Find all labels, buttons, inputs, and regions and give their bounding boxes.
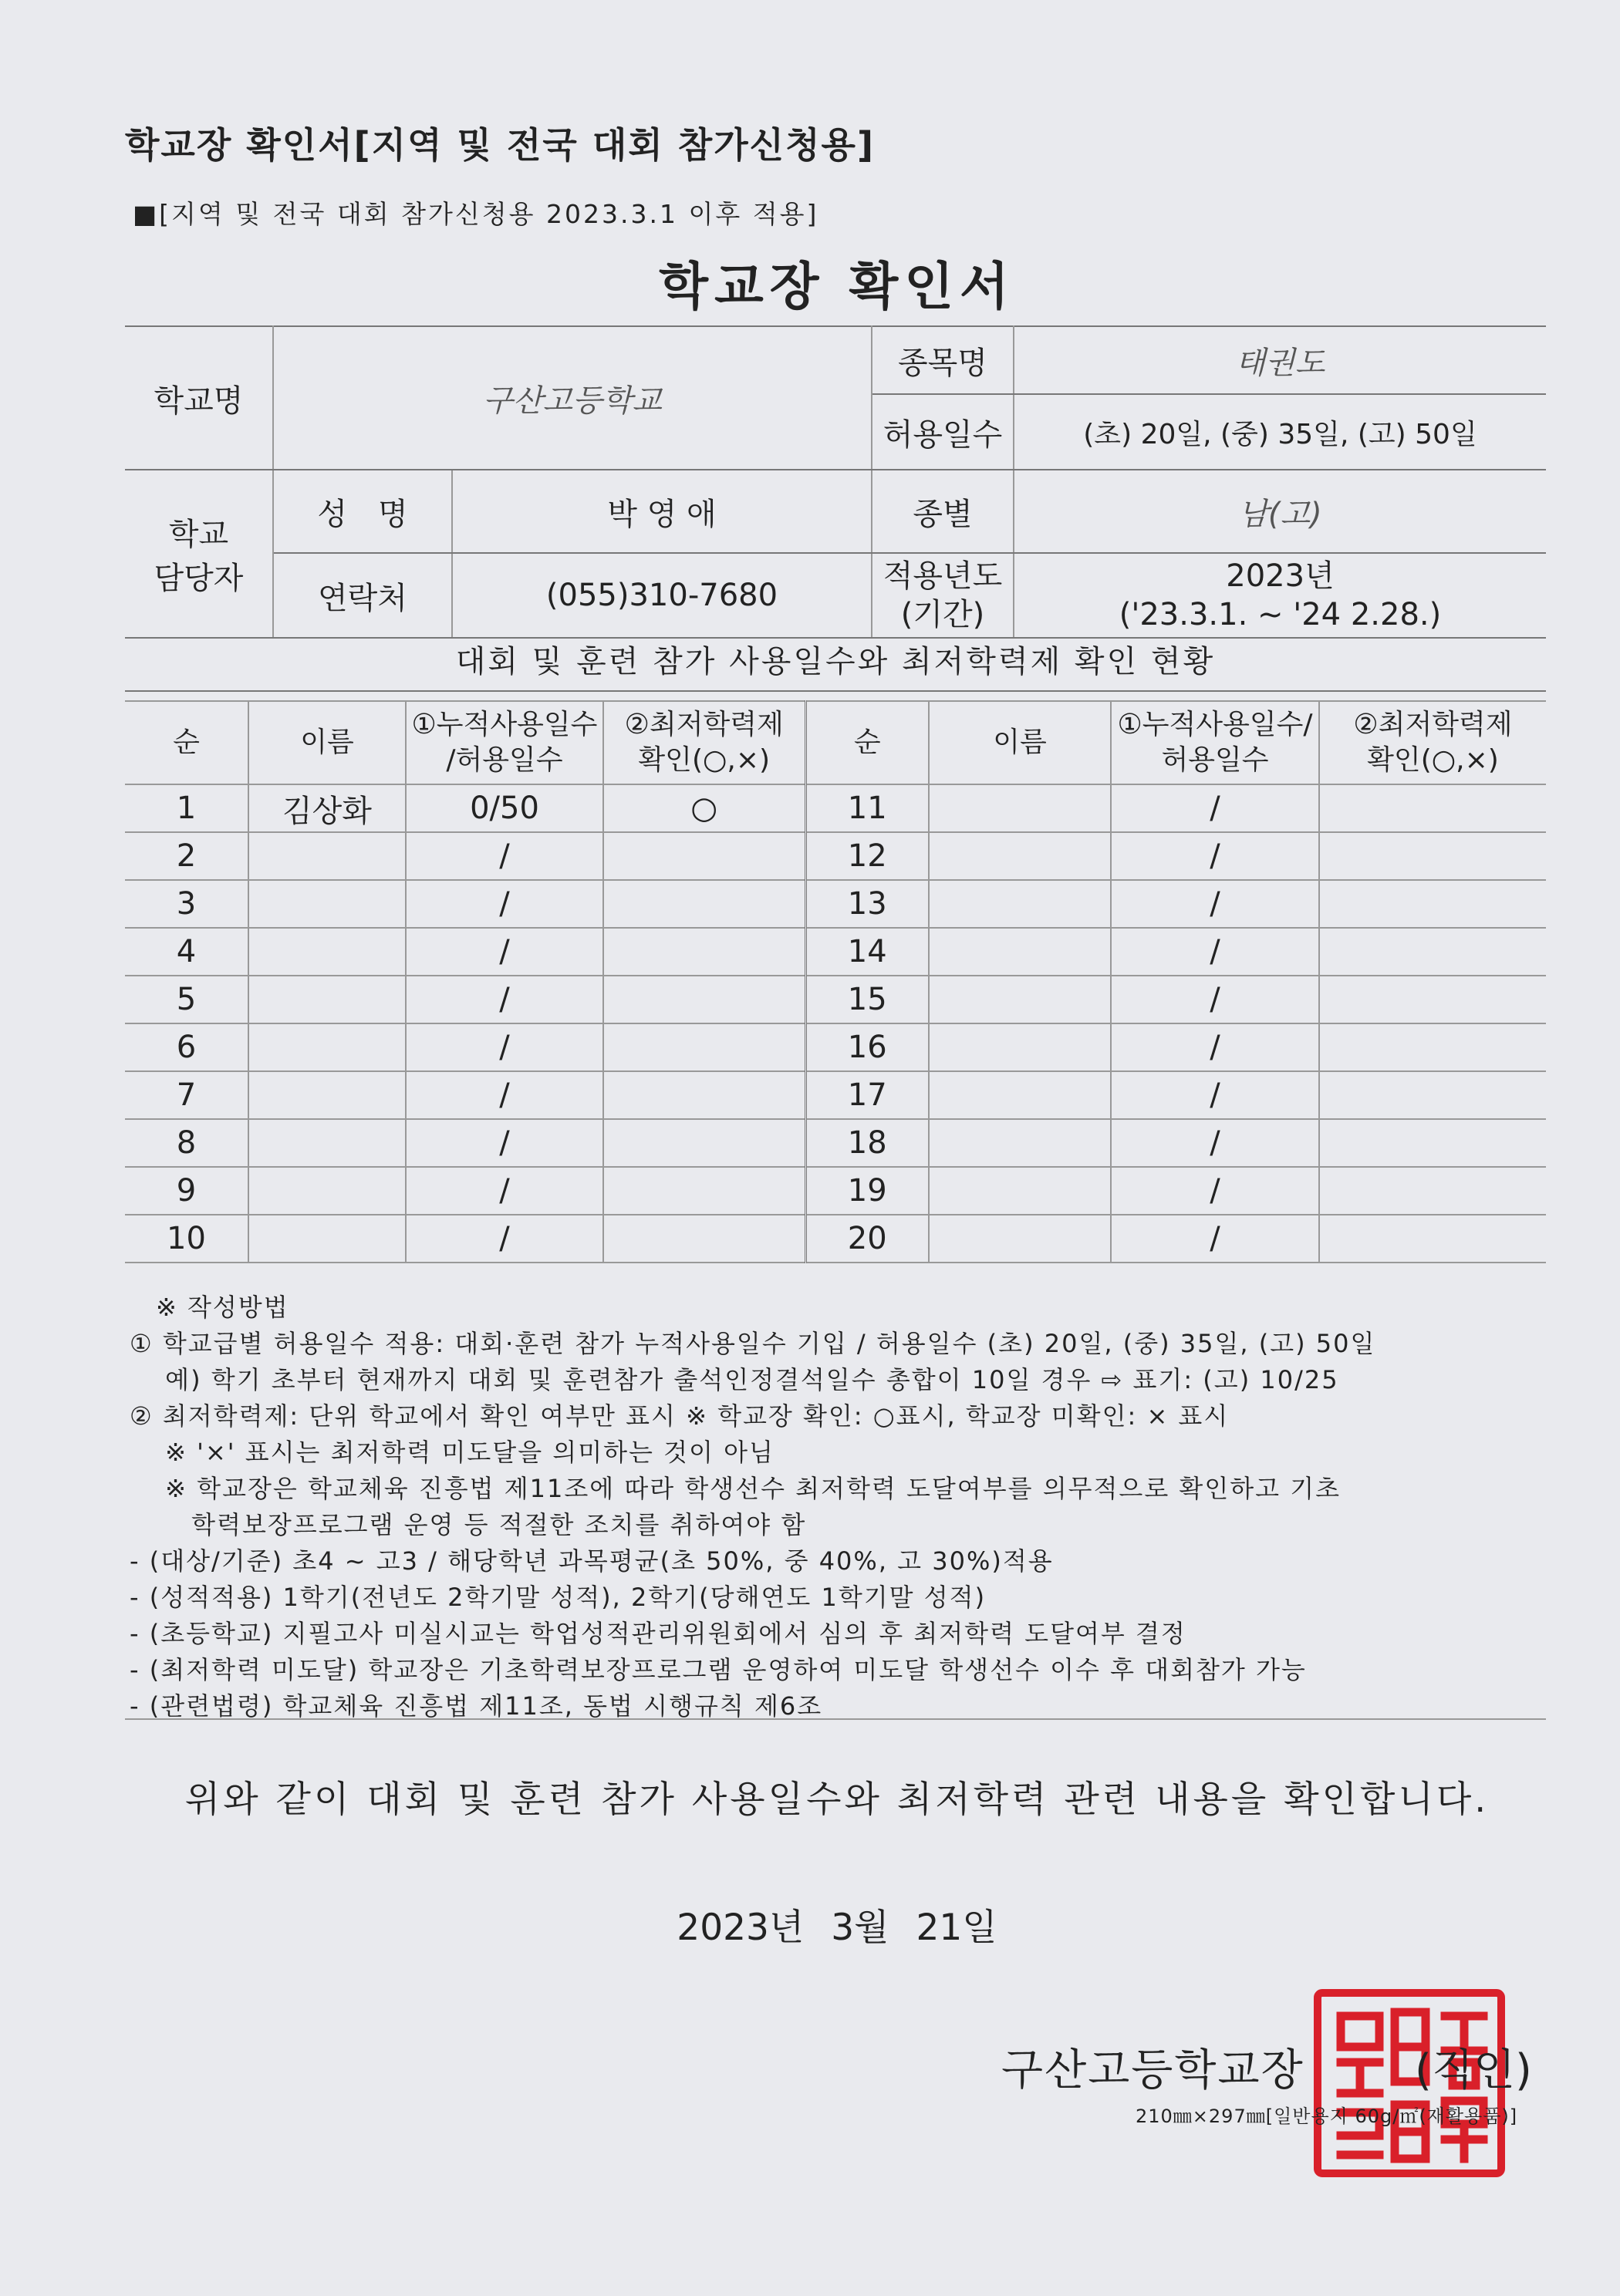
row-check-right (1319, 1071, 1546, 1119)
row-no-right: 19 (805, 1167, 929, 1215)
instruction-line: - (초등학교) 지필고사 미실시교는 학업성적관리위원회에서 심의 후 최저학력 도달여부 결정 (130, 1619, 1186, 1648)
row-check (603, 1215, 805, 1263)
row-name (248, 880, 406, 928)
row-check-right (1319, 832, 1546, 880)
row-check-right (1319, 1215, 1546, 1263)
table-row (125, 1167, 1546, 1215)
col-header-days-right-line2: 허용일수 (1161, 744, 1269, 776)
row-name (248, 1071, 406, 1119)
table-row (125, 976, 1546, 1023)
instruction-line: - (관련법령) 학교체육 진흥법 제11조, 동법 시행규칙 제6조 (130, 1691, 823, 1721)
row-name-right (929, 1023, 1111, 1071)
row-no-right: 11 (805, 784, 929, 832)
row-check (603, 1023, 805, 1071)
col-header-no: 순 (125, 701, 248, 784)
row-days-right: / (1111, 976, 1319, 1023)
col-header-check (603, 701, 805, 784)
row-check (603, 1071, 805, 1119)
table-row (125, 1119, 1546, 1167)
col-header-check-line1: ②최저학력제 (624, 709, 784, 740)
year-period: ('23.3.1. ~ '24 2.28.) (1119, 597, 1442, 632)
row-days-right: / (1111, 880, 1319, 928)
row-days-right: / (1111, 1071, 1319, 1119)
row-name (248, 1167, 406, 1215)
col-header-no-right: 순 (805, 701, 929, 784)
row-no-right: 16 (805, 1023, 929, 1071)
row-name-right (929, 928, 1111, 976)
row-no: 3 (125, 880, 248, 928)
row-days: / (406, 928, 603, 976)
row-no: 7 (125, 1071, 248, 1119)
row-days: / (406, 1167, 603, 1215)
row-days-right: / (1111, 1167, 1319, 1215)
instruction-line: ※ '×' 표시는 최저학력 미도달을 의미하는 것이 아님 (130, 1438, 775, 1467)
school-name-value: 구산고등학교 (273, 326, 872, 470)
row-check-right (1319, 976, 1546, 1023)
row-days: / (406, 1071, 603, 1119)
contact-group-label (125, 470, 273, 638)
col-header-name: 이름 (248, 701, 406, 784)
row-no: 9 (125, 1167, 248, 1215)
row-no: 8 (125, 1119, 248, 1167)
row-days: / (406, 1119, 603, 1167)
row-days-right: / (1111, 1215, 1319, 1263)
instruction-line: 예) 학기 초부터 현재까지 대회 및 훈련참가 출석인정결석일수 총합이 10일 경우 ⇨ 표기: (고) 10/25 (130, 1365, 1339, 1394)
row-no-right: 13 (805, 880, 929, 928)
row-check (603, 976, 805, 1023)
instruction-line: ① 학교급별 허용일수 적용: 대회·훈련 참가 누적사용일수 기입 / 허용일수 (초) 20일, (중) 35일, (고) 50일 (130, 1329, 1376, 1358)
row-no: 6 (125, 1023, 248, 1071)
row-days-right: / (1111, 928, 1319, 976)
principal-signature-line: 구산고등학교장 (1001, 2045, 1304, 2095)
row-no: 2 (125, 832, 248, 880)
row-name-right (929, 784, 1111, 832)
row-no: 4 (125, 928, 248, 976)
col-header-days-right-line1: ①누적사용일수/ (1117, 709, 1313, 740)
category-value: 남(고) (1014, 470, 1546, 553)
row-name (248, 1119, 406, 1167)
writing-instructions (130, 1290, 1549, 1725)
seal-label: (직인) (1415, 2045, 1532, 2095)
col-header-days-line2: /허용일수 (446, 744, 563, 776)
row-days: / (406, 1215, 603, 1263)
row-no-right: 15 (805, 976, 929, 1023)
roster-table (125, 700, 1546, 1263)
row-check-right (1319, 880, 1546, 928)
row-days-right: / (1111, 1023, 1319, 1071)
year-label (872, 553, 1014, 638)
row-days: / (406, 1023, 603, 1071)
row-no-right: 18 (805, 1119, 929, 1167)
col-header-check-right-line2: 확인(○,×) (1367, 744, 1499, 776)
row-no-right: 20 (805, 1215, 929, 1263)
row-name-right (929, 1071, 1111, 1119)
col-header-name-right: 이름 (929, 701, 1111, 784)
row-name (248, 928, 406, 976)
row-check-right (1319, 1119, 1546, 1167)
year-value (1014, 553, 1546, 638)
roster-header-row (125, 701, 1546, 784)
instruction-line: ② 최저학력제: 단위 학교에서 확인 여부만 표시 ※ 학교장 확인: ○표시, 학교장 미확인: × 표시 (130, 1401, 1230, 1431)
contact-group-label-line2: 담당자 (154, 561, 244, 596)
row-no-right: 14 (805, 928, 929, 976)
school-info-table (125, 325, 1546, 639)
instruction-line: - (대상/기준) 초4 ~ 고3 / 해당학년 과목평균(초 50%, 중 40%, 고 30%)적용 (130, 1546, 1054, 1576)
row-name-right (929, 1119, 1111, 1167)
year-label-line2: (기간) (900, 597, 985, 632)
col-header-days (406, 701, 603, 784)
instruction-line: - (성적적용) 1학기(전년도 2학기말 성적), 2학기(당해연도 1학기말 성적) (130, 1583, 987, 1612)
row-days-right: / (1111, 784, 1319, 832)
application-scope-note: ■[지역 및 전국 대회 참가신청용 2023.3.1 이후 적용] (133, 199, 819, 229)
contact-phone-label: 연락처 (273, 553, 452, 638)
instruction-line: - (최저학력 미도달) 학교장은 기초학력보장프로그램 운영하여 미도달 학생선수 이수 후 대회참가 가능 (130, 1655, 1307, 1684)
row-days: / (406, 832, 603, 880)
instruction-line: ※ 작성방법 (130, 1293, 289, 1322)
contact-group-label-line1: 학교 (168, 517, 229, 552)
issue-date: 2023년 3월 21일 (677, 1907, 997, 1949)
row-name-right (929, 976, 1111, 1023)
row-check-right (1319, 1167, 1546, 1215)
row-check (603, 1119, 805, 1167)
row-days: / (406, 880, 603, 928)
table-row (125, 1215, 1546, 1263)
paper-size-note: 210㎜×297㎜[일반용지 60g/㎡(재활용품)] (1136, 2106, 1518, 2127)
page-title: 학교장 확인서 (659, 257, 1015, 316)
row-name (248, 832, 406, 880)
instruction-line: 학력보장프로그램 운영 등 적절한 조치를 취하여야 함 (130, 1510, 807, 1539)
row-check (603, 928, 805, 976)
row-no-right: 17 (805, 1071, 929, 1119)
allowed-days-value: (초) 20일, (중) 35일, (고) 50일 (1014, 394, 1546, 470)
row-no: 10 (125, 1215, 248, 1263)
col-header-check-line2: 확인(○,×) (638, 744, 771, 776)
document-header-title: 학교장 확인서[지역 및 전국 대회 참가신청용] (125, 124, 875, 166)
contact-name-value: 박 영 애 (452, 470, 872, 553)
col-header-days-line1: ①누적사용일수 (411, 709, 598, 740)
row-check-right (1319, 1023, 1546, 1071)
category-label: 종별 (872, 470, 1014, 553)
row-check (603, 832, 805, 880)
row-name-right (929, 832, 1111, 880)
row-days: / (406, 976, 603, 1023)
row-no-right: 12 (805, 832, 929, 880)
row-name-right (929, 880, 1111, 928)
row-name-right (929, 1215, 1111, 1263)
year-label-line1: 적용년도 (883, 558, 1003, 594)
row-check (603, 1167, 805, 1215)
row-days-right: / (1111, 1119, 1319, 1167)
sport-label: 종목명 (872, 326, 1014, 394)
year-value-line1: 2023년 (1226, 558, 1335, 594)
row-no: 5 (125, 976, 248, 1023)
row-check: ○ (603, 784, 805, 832)
col-header-days-right (1111, 701, 1319, 784)
row-days: 0/50 (406, 784, 603, 832)
table-row (125, 1071, 1546, 1119)
row-check (603, 880, 805, 928)
table-row (125, 784, 1546, 832)
table-row (125, 880, 1546, 928)
row-no: 1 (125, 784, 248, 832)
row-name (248, 976, 406, 1023)
divider (125, 1718, 1546, 1720)
table-row (125, 928, 1546, 976)
row-name (248, 1215, 406, 1263)
row-name: 김상화 (248, 784, 406, 832)
row-days-right: / (1111, 832, 1319, 880)
confirmation-statement: 위와 같이 대회 및 훈련 참가 사용일수와 최저학력 관련 내용을 확인합니다. (184, 1778, 1490, 1821)
col-header-check-right (1319, 701, 1546, 784)
school-name-label: 학교명 (125, 326, 273, 470)
contact-phone-value: (055)310-7680 (452, 553, 872, 638)
table-row (125, 1023, 1546, 1071)
allowed-days-label: 허용일수 (872, 394, 1014, 470)
row-check-right (1319, 928, 1546, 976)
sport-value: 태권도 (1014, 326, 1546, 394)
row-check-right (1319, 784, 1546, 832)
row-name-right (929, 1167, 1111, 1215)
row-name (248, 1023, 406, 1071)
col-header-check-right-line1: ②최저학력제 (1353, 709, 1513, 740)
contact-name-label: 성 명 (273, 470, 452, 553)
roster-section-title: 대회 및 훈련 참가 사용일수와 최저학력제 확인 현황 (125, 637, 1546, 692)
table-row (125, 832, 1546, 880)
instruction-line: ※ 학교장은 학교체육 진흥법 제11조에 따라 학생선수 최저학력 도달여부를 의무적으로 확인하고 기초 (130, 1474, 1342, 1503)
